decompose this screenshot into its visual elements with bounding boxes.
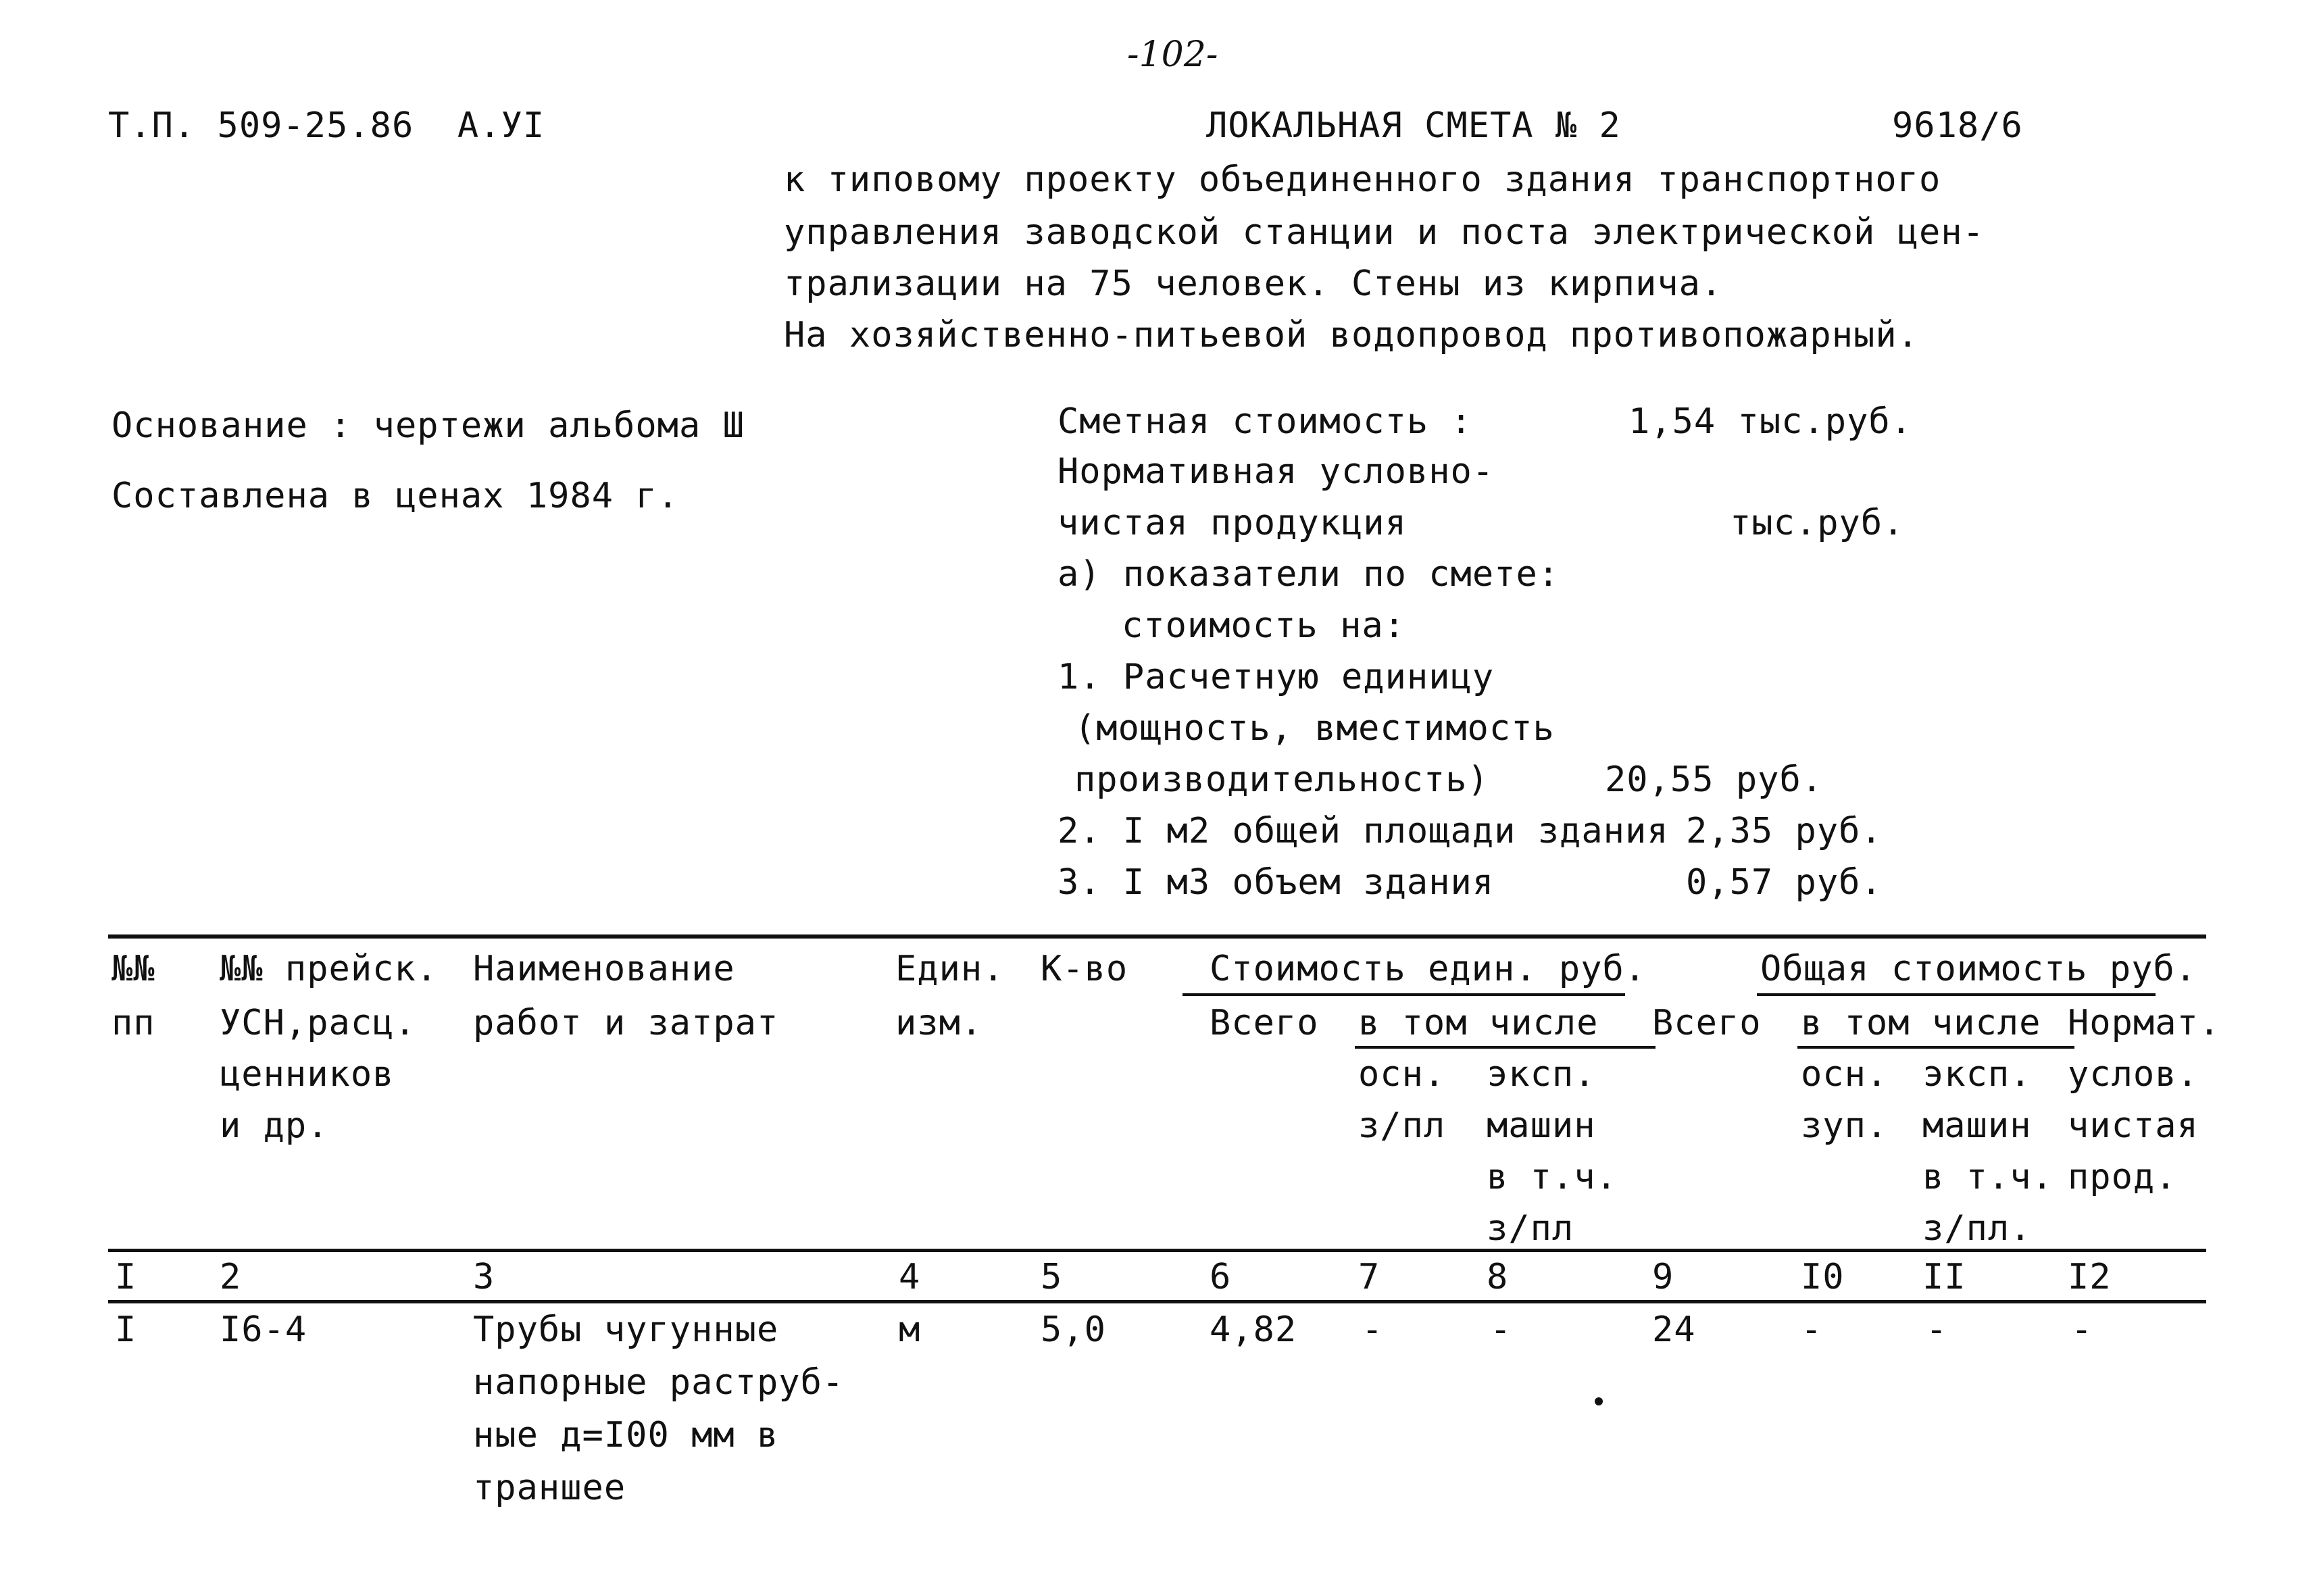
header-c12-line1: Нормат. [2068,1003,2221,1043]
header-c1-line1: №№ [111,949,155,989]
colnum-11: II [1922,1257,1966,1297]
page-number: -102- [1127,34,1218,75]
table-top-rule [108,934,2206,939]
colnum-4: 4 [899,1257,921,1297]
row-unit-machines: - [1490,1310,1512,1350]
row-total-base-wage: - [1801,1310,1823,1350]
estimated-cost-value: 1,54 тыс.руб. [1628,401,1912,442]
header-c8-line4: з/пл [1487,1208,1574,1249]
subtitle-line-4: На хозяйственно-питьевой водопровод противопожарный. [784,315,1919,355]
cost-on-label: стоимость на: [1122,605,1405,646]
normative-value: тыс.руб. [1730,503,1905,543]
header-c2-line1: №№ прейск. [220,949,439,989]
item1-line1: 1. Расчетную единицу [1057,657,1495,697]
incl-unit-underline [1355,1046,1656,1049]
header-c12-line3: чистая [2068,1105,2199,1146]
colnum-6: 6 [1210,1257,1232,1297]
row-total-machines: - [1926,1310,1948,1350]
header-c4-line2: изм. [895,1003,983,1043]
ink-dot [1595,1397,1603,1405]
row-normative: - [2071,1310,2093,1350]
colnum-1: I [115,1257,137,1297]
header-c2-line2: УСН,расц. [220,1003,416,1043]
header-c7-line1: осн. [1358,1054,1446,1095]
header-c5: К-во [1041,949,1128,989]
colnum-8: 8 [1487,1257,1509,1297]
indicators-label: а) показатели по смете: [1057,554,1560,595]
basis-text: Основание : чертежи альбома Ш [111,405,745,446]
header-c8-line2: машин [1487,1105,1596,1146]
header-group-unit-cost: Стоимость един. руб. [1210,949,1647,989]
normative-label-2: чистая продукция [1057,503,1407,543]
header-c8-line3: в т.ч. [1487,1157,1618,1197]
item1-line2: (мощность, вместимость [1074,708,1555,749]
row-name-line3: ные д=I00 мм в [473,1415,779,1455]
group-unit-underline [1183,993,1625,996]
prices-year-text: Составлена в ценах 1984 г. [111,476,679,516]
item1-line3: производительность) [1074,759,1489,800]
document-number: 9618/6 [1892,105,2023,146]
item2-label: 2. I м2 общей площади здания [1057,811,1669,851]
row-quantity: 5,0 [1041,1310,1106,1350]
colnum-5: 5 [1041,1257,1063,1297]
header-c10-line1: осн. [1801,1054,1889,1095]
header-c12-line4: прод. [2068,1157,2177,1197]
header-c8-line1: эксп. [1487,1054,1596,1095]
row-name-line2: напорные раструб- [473,1362,845,1403]
header-c2-line3: ценников [220,1054,395,1095]
row-total-cost: 24 [1652,1310,1696,1350]
item2-value: 2,35 руб. [1686,811,1883,851]
header-c3-line1: Наименование [473,949,735,989]
row-name-line4: траншее [473,1468,626,1508]
item3-value: 0,57 руб. [1686,862,1883,903]
header-group-total-cost: Общая стоимость руб. [1760,949,2197,989]
header-incl-total: в том числе [1801,1003,2041,1043]
colnum-10: I0 [1801,1257,1845,1297]
column-numbers-top-rule [108,1249,2206,1252]
colnum-7: 7 [1358,1257,1380,1297]
header-c11-line4: з/пл. [1922,1208,2032,1249]
header-c12-line2: услов. [2068,1054,2199,1095]
row-unit-base-wage: - [1362,1310,1384,1350]
subtitle-line-3: трализации на 75 человек. Стены из кирпича. [784,264,1723,304]
colnum-12: I2 [2068,1257,2112,1297]
item3-label: 3. I м3 объем здания [1057,862,1495,903]
project-code: Т.П. 509-25.86 А.УI [108,105,545,146]
colnum-3: 3 [473,1257,495,1297]
header-c10-line2: зуп. [1801,1105,1889,1146]
colnum-9: 9 [1652,1257,1674,1297]
header-c3-line2: работ и затрат [473,1003,779,1043]
header-c9: Всего [1652,1003,1762,1043]
document-title: ЛОКАЛЬНАЯ СМЕТА № 2 [1206,105,1621,146]
header-c11-line2: машин [1922,1105,2032,1146]
row-unit-cost-total: 4,82 [1210,1310,1297,1350]
item1-value: 20,55 руб. [1605,759,1824,800]
row-price-code: I6-4 [220,1310,307,1350]
row-name-line1: Трубы чугунные [473,1310,779,1350]
header-c6: Всего [1210,1003,1319,1043]
colnum-2: 2 [220,1257,242,1297]
row-unit: м [899,1310,921,1350]
normative-label-1: Нормативная условно- [1057,451,1495,492]
header-c4-line1: Един. [895,949,1005,989]
subtitle-line-2: управления заводской станции и поста электрической цен- [784,212,1985,253]
subtitle-line-1: к типовому проекту объединенного здания транспортного [784,159,1941,200]
column-numbers-bottom-rule [108,1300,2206,1303]
header-c11-line1: эксп. [1922,1054,2032,1095]
header-c2-line4: и др. [220,1105,329,1146]
row-number: I [115,1310,137,1350]
estimated-cost-label: Сметная стоимость : [1057,401,1472,442]
header-c11-line3: в т.ч. [1922,1157,2053,1197]
header-c1-line2: пп [111,1003,155,1043]
incl-total-underline [1797,1046,2074,1049]
group-total-underline [1757,993,2156,996]
header-incl-unit: в том числе [1358,1003,1599,1043]
header-c7-line2: з/пл [1358,1105,1446,1146]
